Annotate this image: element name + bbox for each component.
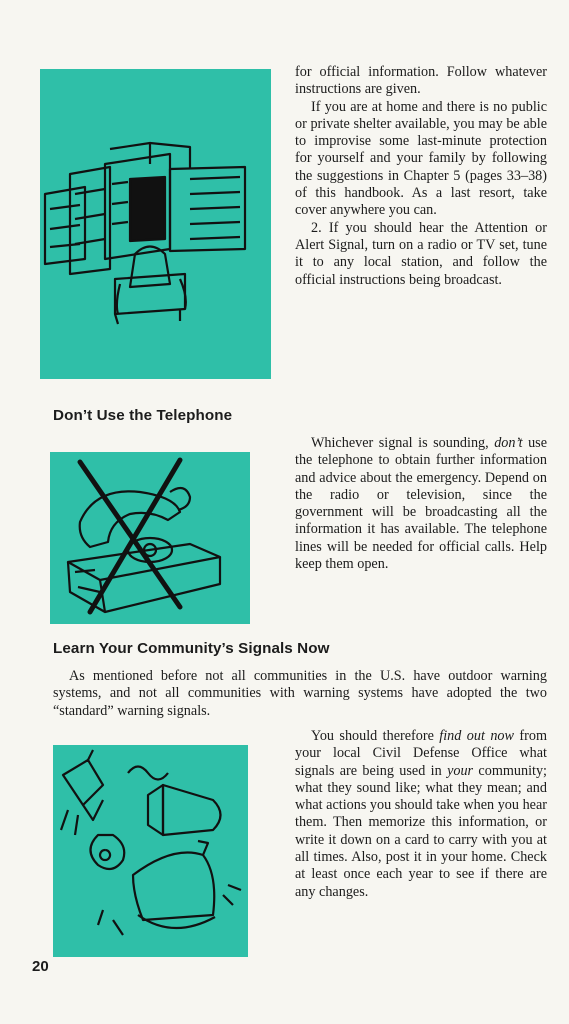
telephone-heading: Don’t Use the Telephone: [53, 407, 233, 424]
find-out-paragraph: [295, 728, 547, 901]
signals-intro-block: [53, 668, 547, 720]
sirens-bell-drawing: [53, 745, 248, 957]
telephone-p-emphasis: don’t: [494, 435, 523, 451]
furniture-drawing: [40, 69, 271, 379]
find-out-part1: You should therefore: [311, 728, 440, 744]
page-number: 20: [32, 958, 49, 975]
telephone-p-part1: Whichever signal is sounding,: [311, 435, 495, 451]
continuation-paragraph: for official information. Follow whatever instructions are given.: [295, 64, 547, 98]
find-out-part3: community; what they sound like; what they mean; and what actions you should take when you hear them. Then memorize this information, or write it down on a card to carry with you at all times. Also, post it in your home. Check at least once each year to see if there are any changes.: [295, 762, 547, 900]
find-out-text-block: [295, 728, 547, 901]
signals-heading: Learn Your Community’s Signals Now: [53, 640, 330, 657]
home-shelter-paragraph: If you are at home and there is no public or private shelter available, you may be able to improvise some last-minute protection for yourself and your family by following the suggestions in Chapter 5 (pages 33–38) of this handbook. As a last resort, take cover anywhere you can.: [295, 98, 547, 219]
crossed-telephone-illustration: [50, 452, 250, 624]
telephone-text-block: [295, 435, 547, 573]
telephone-paragraph: [295, 435, 547, 573]
find-out-part2: from your local Civil Defense Office what signals are being used in: [295, 728, 547, 779]
warning-devices-illustration: [53, 745, 248, 957]
attention-signal-paragraph: 2. If you should hear the Attention or Alert Signal, turn on a radio or TV set, tune it to any local station, and follow the official instructions being broadcast.: [295, 219, 547, 288]
furniture-shelter-illustration: [40, 69, 271, 379]
telephone-p-part2: use the telephone to obtain further information and advice about the emergency. Depend on the radio or television, since the government will be broadcasting all the information it has available. The telephone lines will be needed for official calls. Help keep them open.: [295, 435, 547, 573]
top-text-block: [295, 64, 547, 289]
your-emphasis: your: [447, 762, 474, 779]
signals-intro-paragraph: As mentioned before not all communities in the U.S. have outdoor warning systems, and not all communities with warning systems have adopted the two “standard” warning signals.: [53, 668, 547, 719]
telephone-drawing: [50, 452, 250, 624]
find-out-emphasis: find out now: [439, 728, 514, 744]
